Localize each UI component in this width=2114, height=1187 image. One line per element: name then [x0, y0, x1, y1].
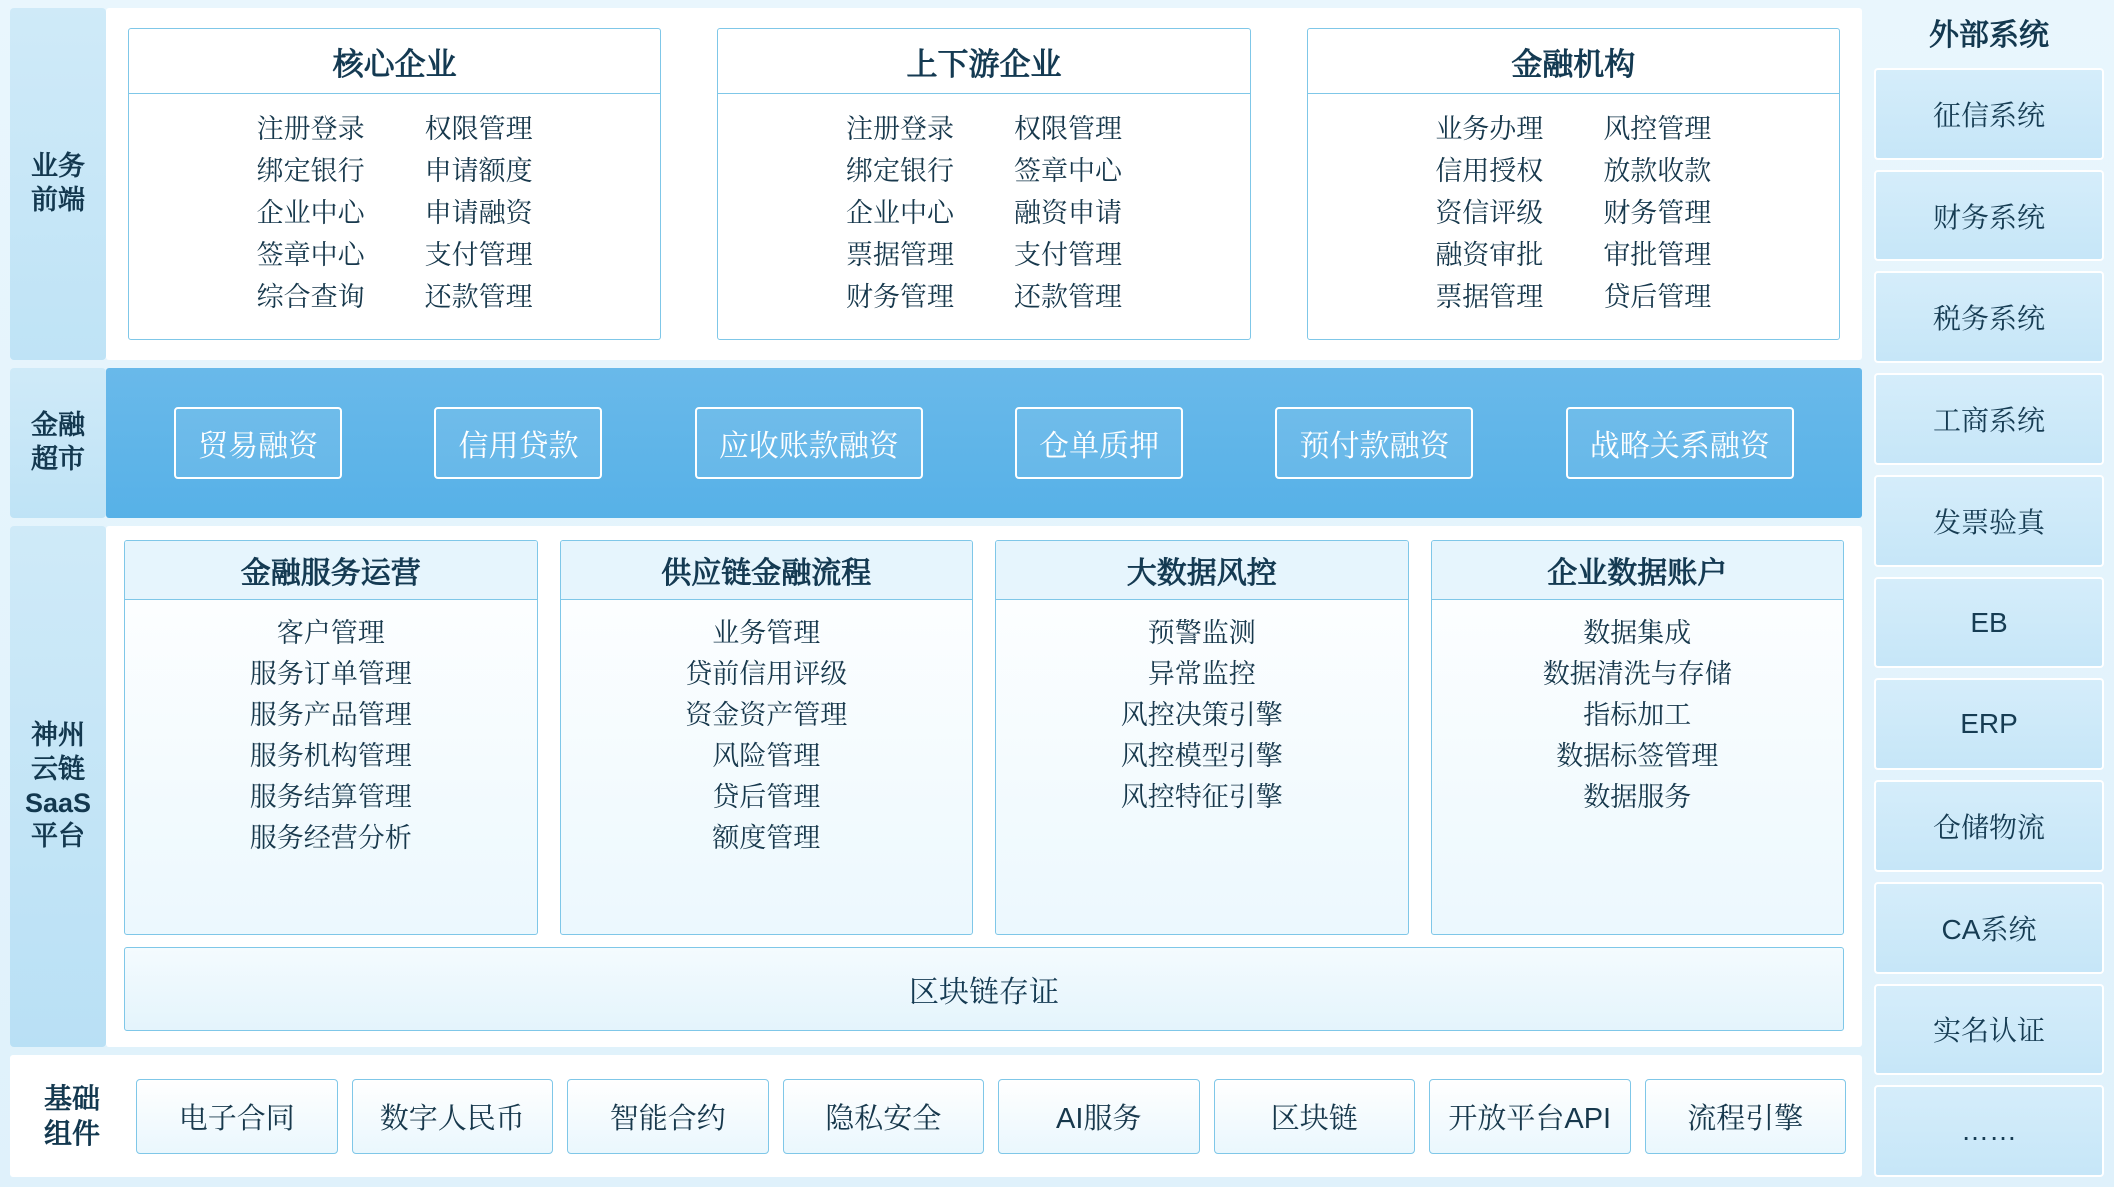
list-item: 审批管理 [1603, 239, 1712, 270]
external-system-item[interactable]: EB [1874, 577, 2104, 669]
base-component-chip[interactable]: 流程引擎 [1645, 1079, 1847, 1154]
list-item: 申请额度 [424, 155, 533, 186]
list-item: 业务办理 [1435, 114, 1544, 144]
financial-product-chip[interactable]: 信用贷款 [434, 407, 602, 479]
financial-product-chip[interactable]: 贸易融资 [174, 407, 342, 479]
external-systems-column [1874, 8, 2104, 1177]
band-base-components [10, 1055, 1862, 1177]
list-item: 风险管理 [712, 741, 821, 772]
external-system-item[interactable]: 财务系统 [1874, 170, 2104, 262]
list-item: 资信评级 [1435, 197, 1544, 228]
base-component-chip[interactable]: 智能合约 [567, 1079, 769, 1154]
saas-card-row [124, 540, 1844, 935]
band-label-text: 金融 超市 [31, 410, 85, 474]
list-item: 签章中心 [1013, 155, 1122, 186]
card-column-1 [846, 112, 954, 329]
list-item: 权限管理 [424, 114, 533, 144]
list-item: 申请融资 [424, 197, 533, 228]
card-title: 供应链金融流程 [561, 541, 973, 600]
card-body [996, 600, 1408, 934]
list-item: 还款管理 [1013, 281, 1122, 312]
list-item: 票据管理 [1435, 281, 1544, 312]
list-item: 指标加工 [1583, 700, 1692, 731]
list-item: 支付管理 [1013, 239, 1122, 270]
card-body [561, 600, 973, 934]
financial-product-chip[interactable]: 仓单质押 [1015, 407, 1183, 479]
external-system-item[interactable]: 工商系统 [1874, 373, 2104, 465]
list-item: 注册登录 [256, 114, 365, 144]
base-components-body [10, 1055, 1862, 1177]
list-item: 风控模型引擎 [1120, 741, 1283, 772]
band-label-base-components: 基础 组件 [43, 1083, 100, 1149]
external-system-item: …… [1874, 1085, 2104, 1177]
saas-card-big-data-risk-control [995, 540, 1409, 935]
card-body [1432, 600, 1844, 934]
external-system-item[interactable]: 仓储物流 [1874, 780, 2104, 872]
list-item: 融资申请 [1013, 197, 1122, 228]
card-title: 核心企业 [129, 29, 660, 94]
external-system-item[interactable]: 税务系统 [1874, 271, 2104, 363]
saas-content [106, 526, 1862, 1047]
financial-product-chip[interactable]: 预付款融资 [1275, 407, 1473, 479]
band-label-text: 神州 云链 SaaS 平台 [24, 720, 92, 852]
list-item: 数据清洗与存储 [1542, 659, 1732, 690]
list-item: 数据标签管理 [1556, 741, 1719, 772]
list-item: 数据服务 [1583, 782, 1692, 813]
band-financial-supermarket [10, 368, 1862, 518]
base-component-chip[interactable]: 区块链 [1214, 1079, 1416, 1154]
list-item: 融资审批 [1435, 239, 1544, 270]
base-component-chip[interactable]: 开放平台API [1429, 1079, 1631, 1154]
financial-product-chip[interactable]: 应收账款融资 [695, 407, 923, 479]
list-item: 异常监控 [1147, 659, 1256, 690]
frontend-card-upstream-downstream [717, 28, 1250, 340]
list-item: 支付管理 [424, 239, 533, 270]
list-item: 财务管理 [845, 281, 954, 312]
card-title: 大数据风控 [996, 541, 1408, 600]
card-body [129, 94, 660, 339]
card-column-1 [257, 112, 365, 329]
band-business-frontend [10, 8, 1862, 360]
band-label-saas-platform [10, 526, 106, 1047]
list-item: 风控管理 [1603, 114, 1712, 144]
list-item: 权限管理 [1013, 114, 1122, 144]
list-item: 财务管理 [1603, 197, 1712, 228]
financial-product-chips [106, 368, 1862, 518]
frontend-card-core-enterprise [128, 28, 661, 340]
list-item: 注册登录 [845, 114, 954, 144]
list-item: 票据管理 [845, 239, 954, 270]
external-system-item[interactable]: CA系统 [1874, 882, 2104, 974]
list-item: 绑定银行 [256, 155, 365, 186]
card-body [1308, 94, 1839, 339]
external-system-item[interactable]: 实名认证 [1874, 984, 2104, 1076]
base-component-chip[interactable]: AI服务 [998, 1079, 1200, 1154]
list-item: 服务结算管理 [249, 782, 412, 813]
list-item: 贷前信用评级 [685, 659, 848, 690]
band-saas-platform [10, 526, 1862, 1047]
list-item: 额度管理 [712, 823, 821, 854]
list-item: 风控特征引擎 [1120, 782, 1283, 813]
base-component-chip[interactable]: 隐私安全 [783, 1079, 985, 1154]
list-item: 综合查询 [256, 281, 365, 312]
saas-card-supply-chain-finance-process [560, 540, 974, 935]
card-title: 金融服务运营 [125, 541, 537, 600]
list-item: 客户管理 [276, 618, 385, 648]
blockchain-evidence-label: 区块链存证 [909, 976, 1059, 1009]
card-column-2 [1014, 112, 1122, 329]
list-item: 预警监测 [1147, 618, 1256, 648]
list-item: 企业中心 [845, 197, 954, 228]
list-item: 信用授权 [1435, 155, 1544, 186]
base-component-chips [136, 1079, 1846, 1154]
base-component-chip[interactable]: 电子合同 [136, 1079, 338, 1154]
list-item: 服务经营分析 [249, 823, 412, 854]
frontend-card-financial-institution [1307, 28, 1840, 340]
list-item: 业务管理 [712, 618, 821, 648]
list-item: 服务订单管理 [249, 659, 412, 690]
band-label-text: 业务 前端 [31, 151, 85, 215]
external-system-item[interactable]: ERP [1874, 678, 2104, 770]
band-label-business-frontend [10, 8, 106, 360]
card-column-2 [1603, 112, 1711, 329]
card-column-2 [425, 112, 533, 329]
main-column [10, 8, 1862, 1177]
external-system-item[interactable]: 发票验真 [1874, 475, 2104, 567]
financial-product-chip[interactable]: 战略关系融资 [1566, 407, 1794, 479]
list-item: 企业中心 [256, 197, 365, 228]
list-item: 绑定银行 [845, 155, 954, 186]
list-item: 放款收款 [1603, 155, 1712, 186]
external-system-item[interactable]: 征信系统 [1874, 68, 2104, 160]
frontend-cards [106, 8, 1862, 360]
card-title: 上下游企业 [718, 29, 1249, 94]
list-item: 服务机构管理 [249, 741, 412, 772]
list-item: 还款管理 [424, 281, 533, 312]
saas-card-financial-service-operation [124, 540, 538, 935]
list-item: 贷后管理 [712, 782, 821, 813]
saas-card-enterprise-data-account [1431, 540, 1845, 935]
card-body [718, 94, 1249, 339]
list-item: 贷后管理 [1603, 281, 1712, 312]
card-title: 金融机构 [1308, 29, 1839, 94]
list-item: 签章中心 [256, 239, 365, 270]
list-item: 风控决策引擎 [1120, 700, 1283, 731]
list-item: 数据集成 [1583, 618, 1692, 648]
band-label-financial-supermarket [10, 368, 106, 518]
card-title: 企业数据账户 [1432, 541, 1844, 600]
external-systems-title: 外部系统 [1929, 19, 2049, 52]
base-component-chip[interactable]: 数字人民币 [352, 1079, 554, 1154]
list-item: 资金资产管理 [685, 700, 848, 731]
list-item: 服务产品管理 [249, 700, 412, 731]
card-body [125, 600, 537, 934]
card-column-1 [1435, 112, 1543, 329]
blockchain-evidence-bar [124, 947, 1844, 1031]
